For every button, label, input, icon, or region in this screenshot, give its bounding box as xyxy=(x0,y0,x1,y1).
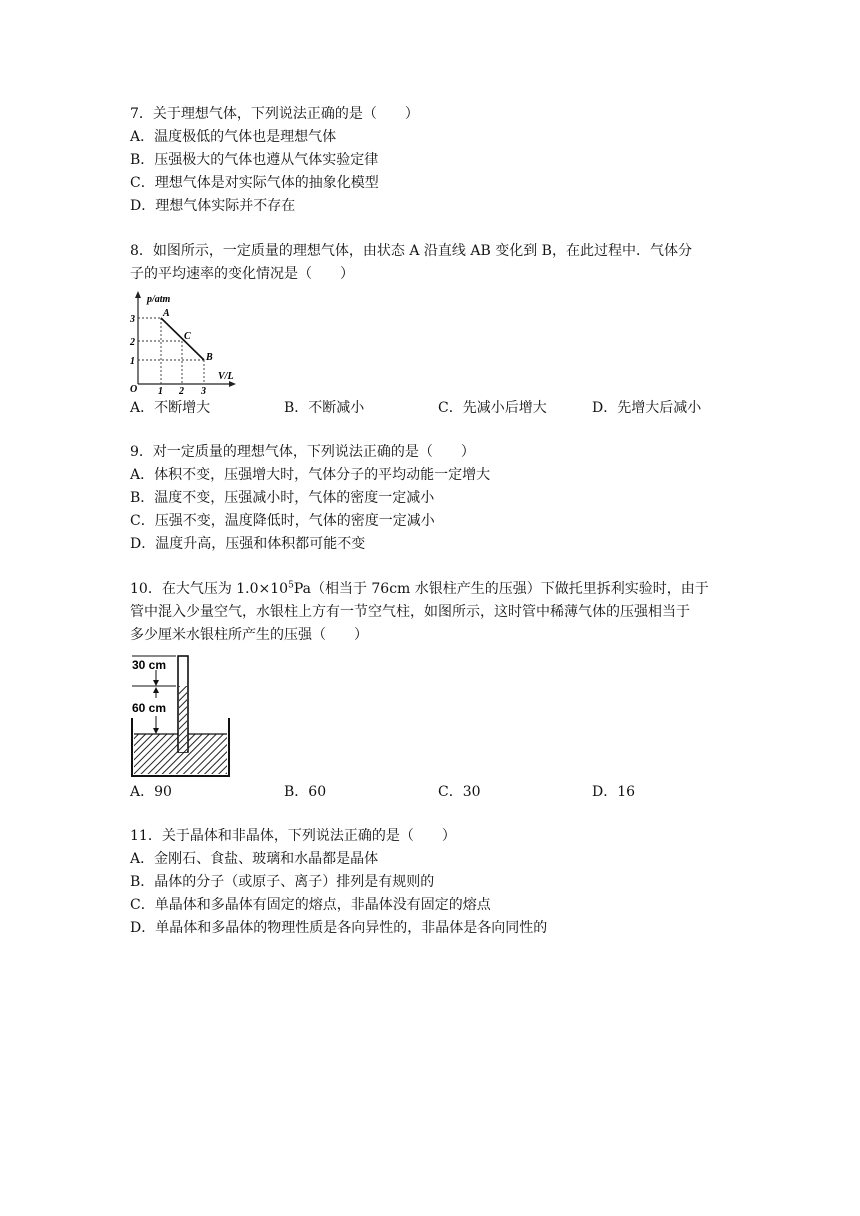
option-c: C．30 xyxy=(438,784,481,800)
stem-text: 10．在大气压为 1.0×10 xyxy=(130,581,289,597)
option-d: D．单晶体和多晶体的物理性质是各向异性的，非晶体是各向同性的 xyxy=(130,920,548,936)
x-tick-1: 1 xyxy=(158,386,163,394)
y-tick-3: 3 xyxy=(130,314,135,325)
process-line-ab xyxy=(161,318,204,360)
question-stem-line-2: 管中混入少量空气，水银柱上方有一节空气柱，如图所示，这时管中稀薄气体的压强相当于 xyxy=(130,604,690,620)
question-7 xyxy=(130,103,740,218)
y-axis-label: p/atm xyxy=(147,294,171,305)
option-c: C．压强不变，温度降低时，气体的密度一定减小 xyxy=(130,513,435,529)
question-10 xyxy=(130,578,740,647)
option-a: A．体积不变，压强增大时，气体分子的平均动能一定增大 xyxy=(130,467,491,483)
option-d: D．16 xyxy=(592,784,636,800)
y-tick-2: 2 xyxy=(130,337,135,348)
question-stem: 9．对一定质量的理想气体，下列说法正确的是（ ） xyxy=(130,444,475,460)
option-d: D．温度升高，压强和体积都可能不变 xyxy=(130,536,366,552)
arrow-down-icon xyxy=(153,728,159,734)
question-stem: 11．关于晶体和非晶体，下列说法正确的是（ ） xyxy=(130,828,456,844)
question-11 xyxy=(130,825,740,940)
option-b: B．不断减小 xyxy=(284,400,365,416)
question-8-options xyxy=(130,397,740,420)
point-b-label: B xyxy=(206,352,213,363)
air-column-label: 30 cm xyxy=(132,658,167,672)
question-9 xyxy=(130,441,740,556)
exponent: 5 xyxy=(288,580,294,591)
option-b: B．压强极大的气体也遵从气体实验定律 xyxy=(130,152,379,168)
option-c: C．先减小后增大 xyxy=(438,400,547,416)
y-tick-1: 1 xyxy=(130,356,135,367)
torricelli-tube-figure xyxy=(128,652,234,778)
option-c: C．单晶体和多晶体有固定的熔点，非晶体没有固定的熔点 xyxy=(130,897,491,913)
point-c-label: C xyxy=(184,331,191,342)
pv-diagram-figure xyxy=(128,288,240,394)
option-b: B．60 xyxy=(284,784,327,800)
question-stem: 7．关于理想气体，下列说法正确的是（ ） xyxy=(130,106,419,122)
arrow-up-icon xyxy=(153,687,159,693)
stem-text: Pa（相当于 76cm 水银柱产生的压强）下做托里拆利实验时，由于 xyxy=(293,581,709,597)
option-d: D．理想气体实际并不存在 xyxy=(130,198,296,214)
x-tick-2: 2 xyxy=(179,386,184,394)
option-d: D．先增大后减小 xyxy=(592,400,702,416)
option-b: B．温度不变，压强减小时，气体的密度一定减小 xyxy=(130,490,435,506)
option-a: A．不断增大 xyxy=(130,400,211,416)
option-a: A．90 xyxy=(130,784,172,800)
point-a-label: A xyxy=(163,308,170,319)
question-stem-line-1: 8．如图所示，一定质量的理想气体，由状态 A 沿直线 AB 变化到 B，在此过程中．气体分 xyxy=(130,243,692,259)
option-b: B．晶体的分子（或原子、离子）排列是有规则的 xyxy=(130,874,435,890)
question-stem-line-1 xyxy=(130,578,740,601)
origin-label: O xyxy=(130,384,138,394)
question-8 xyxy=(130,240,740,286)
question-stem-line-3: 多少厘米水银柱所产生的压强（ ） xyxy=(130,627,368,643)
arrow-down-icon xyxy=(153,680,159,686)
mercury-column-label: 60 cm xyxy=(132,701,167,715)
y-axis-arrow-icon xyxy=(135,291,141,298)
x-axis-label: V/L xyxy=(218,371,234,382)
option-c: C．理想气体是对实际气体的抽象化模型 xyxy=(130,175,379,191)
option-a: A．温度极低的气体也是理想气体 xyxy=(130,129,337,145)
option-a: A．金刚石、食盐、玻璃和水晶都是晶体 xyxy=(130,851,379,867)
x-tick-3: 3 xyxy=(201,386,206,394)
question-10-options xyxy=(130,781,740,804)
question-stem-line-2: 子的平均速率的变化情况是（ ） xyxy=(130,266,354,282)
mercury-column xyxy=(179,686,187,752)
